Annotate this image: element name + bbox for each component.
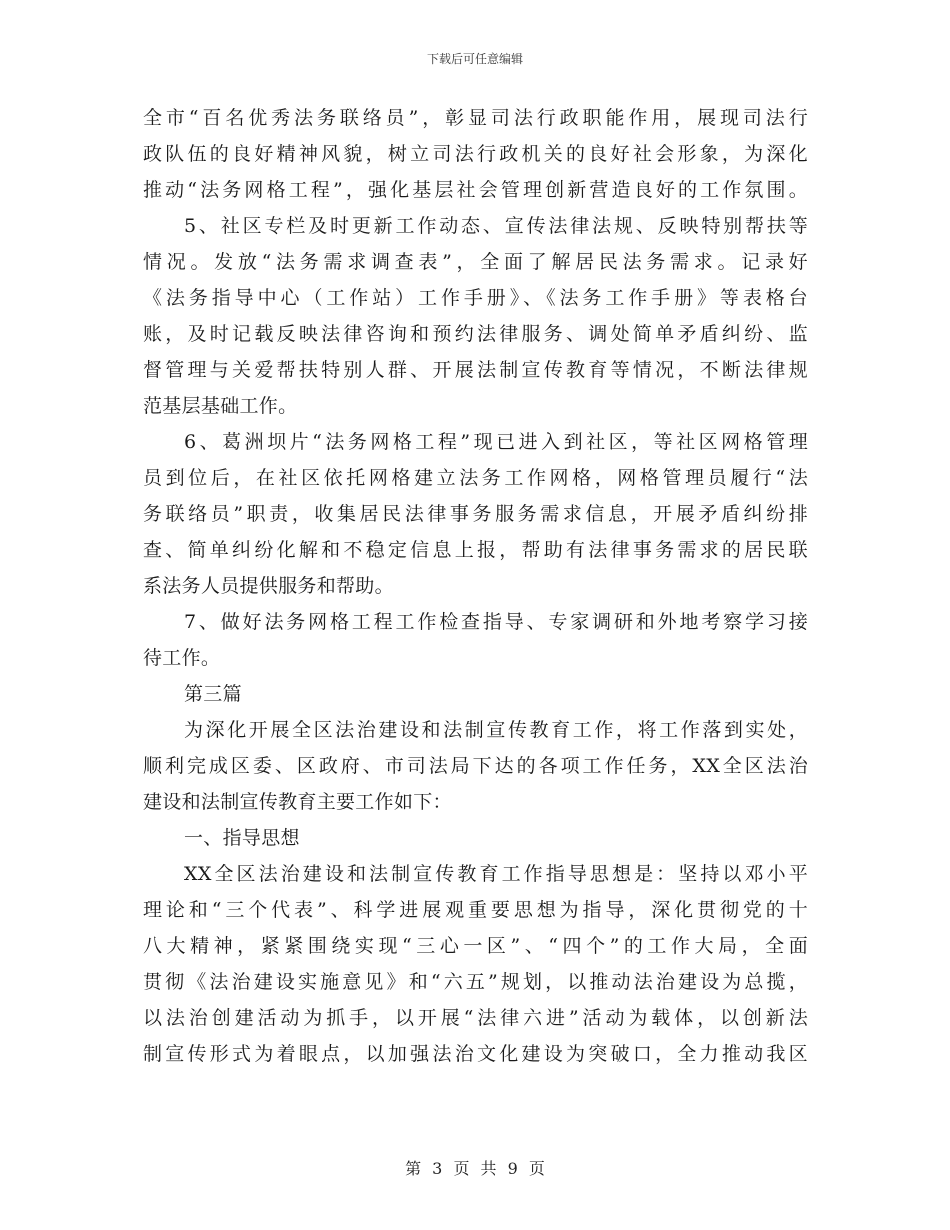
text-line: 员到位后，在社区依托网格建立法务工作网格，网格管理员履行“法: [143, 467, 808, 489]
text-line: 八大精神，紧紧围绕实现“三心一区”、“四个”的工作大局，全面: [143, 935, 808, 957]
text-line: 政队伍的良好精神风貌，树立司法行政机关的良好社会形象，为深化: [143, 143, 808, 165]
text-line: 全市“百名优秀法务联络员”，彰显司法行政职能作用，展现司法行: [143, 107, 808, 129]
text-line: 6、葛洲坝片“法务网格工程”现已进入到社区，等社区网格管理: [184, 431, 808, 453]
text-line: 建设和法制宣传教育主要工作如下：: [143, 791, 452, 813]
section-heading: 第三篇: [184, 683, 242, 705]
text-line: 以法治创建活动为抓手，以开展“法律六进”活动为载体，以创新法: [143, 1007, 808, 1029]
subsection-heading: 一、指导思想: [184, 827, 300, 849]
page-number-footer: 第 3 页 共 9 页: [405, 1159, 545, 1178]
text-line: 系法务人员提供服务和帮助。: [143, 575, 394, 597]
text-line: 贯彻《法治建设实施意见》和“六五”规划，以推动法治建设为总揽，: [143, 971, 808, 993]
text-line: 5、社区专栏及时更新工作动态、宣传法律法规、反映特别帮扶等: [184, 215, 808, 237]
text-line: 《法务指导中心（工作站）工作手册》、《法务工作手册》等表格台: [143, 287, 808, 309]
page-header-note: 下载后可任意编辑: [426, 52, 523, 66]
text-line: 顺利完成区委、区政府、市司法局下达的各项工作任务，XX全区法治: [143, 755, 808, 777]
text-line: XX全区法治建设和法制宣传教育工作指导思想是：坚持以邓小平: [184, 863, 808, 885]
text-line: 督管理与关爱帮扶特别人群、开展法制宣传教育等情况，不断法律规: [143, 359, 808, 381]
text-line: 查、简单纠纷化解和不稳定信息上报，帮助有法律事务需求的居民联: [143, 539, 808, 561]
document-body: [143, 100, 808, 1072]
text-line: 制宣传形式为着眼点，以加强法治文化建设为突破口，全力推动我区: [143, 1043, 808, 1065]
text-line: 范基层基础工作。: [143, 395, 298, 417]
text-line: 账，及时记载反映法律咨询和预约法律服务、调处简单矛盾纠纷、监: [143, 323, 808, 345]
text-line: 情况。发放“法务需求调查表”，全面了解居民法务需求。记录好: [143, 251, 808, 273]
text-line: 待工作。: [143, 647, 221, 669]
text-line: 理论和“三个代表”、科学进展观重要思想为指导，深化贯彻党的十: [143, 899, 808, 921]
text-line: 务联络员”职责，收集居民法律事务服务需求信息，开展矛盾纠纷排: [143, 503, 808, 525]
text-line: 7、做好法务网格工程工作检查指导、专家调研和外地考察学习接: [184, 611, 808, 633]
text-line: 推动“法务网格工程”，强化基层社会管理创新营造良好的工作氛围。: [143, 179, 808, 201]
text-line: 为深化开展全区法治建设和法制宣传教育工作，将工作落到实处，: [184, 719, 808, 741]
